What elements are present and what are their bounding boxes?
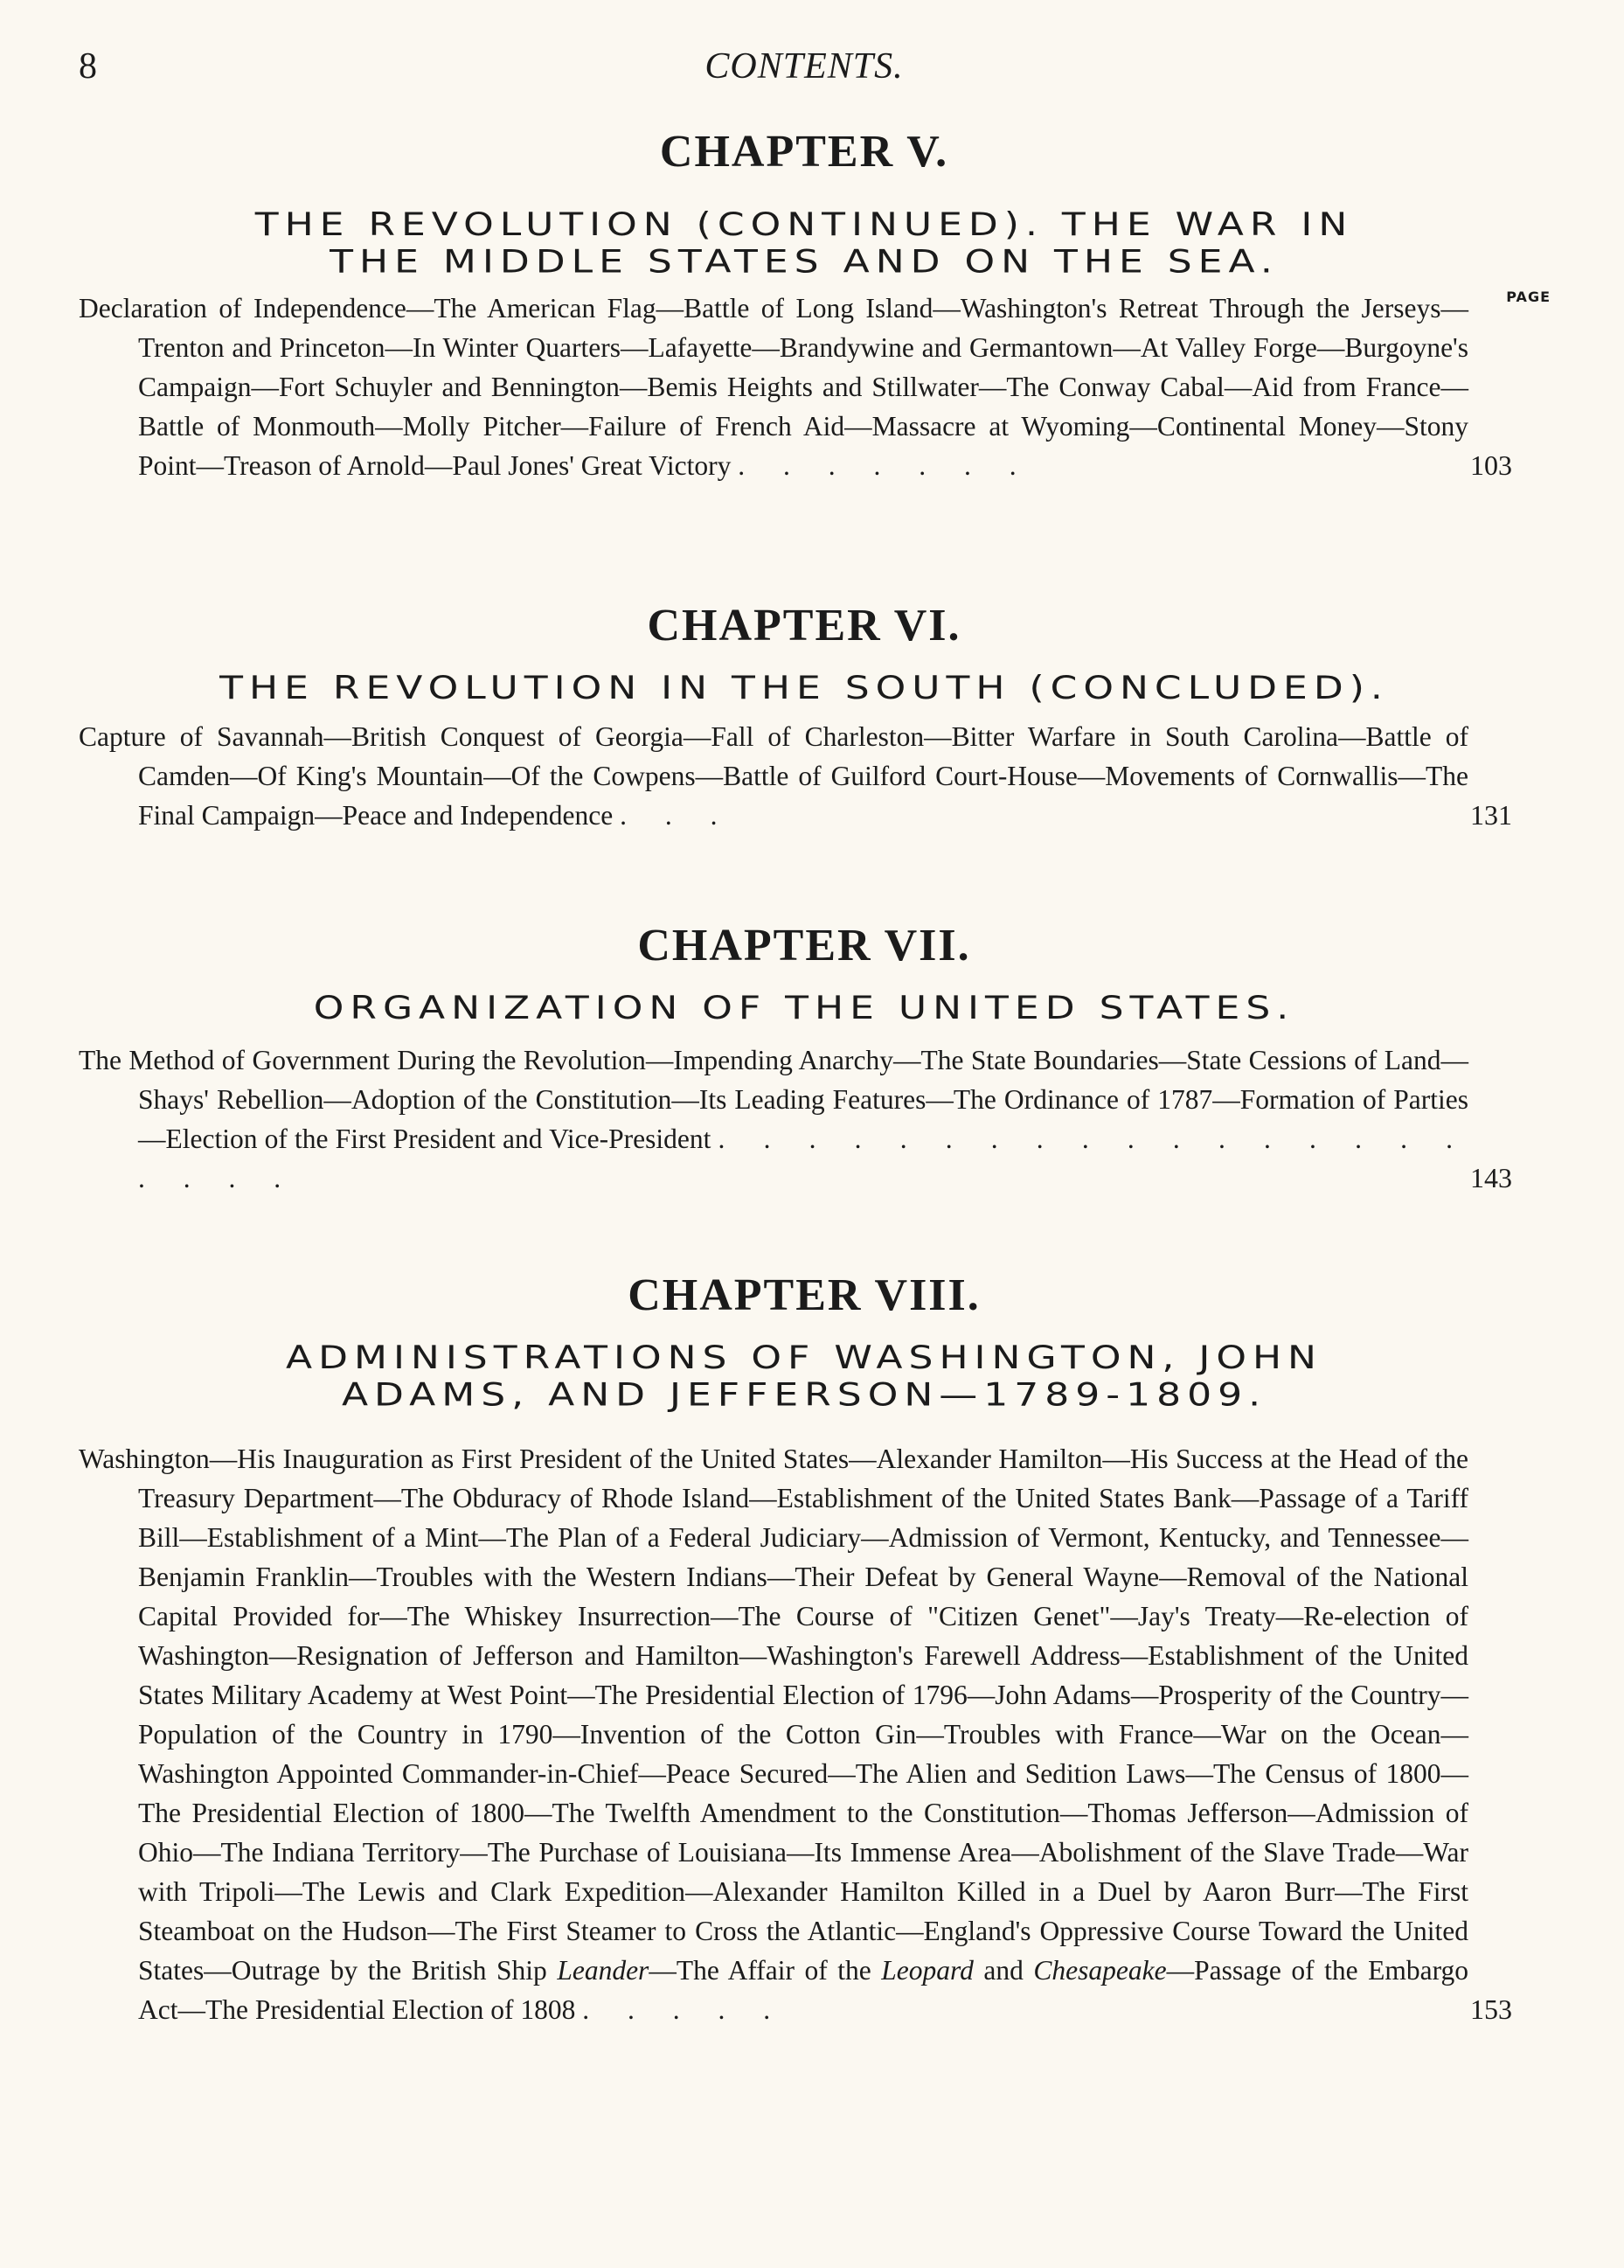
summary-text: Washington—His Inauguration as First President of the United States—Alexander Hamilton—His Success at the Head of the Treasury Department—The Obduracy of Rhode Island—Establishment of the United States Bank—Passage of a Tariff Bill—Establishment of a Mint—The Plan of a Federal Judiciary—Admission of Vermont, Kentucky, and Tennessee—Benjamin Franklin—Troubles with the Western Indians—Their Defeat by General Wayne—Removal of the National Capital Provided for—The Whiskey Insurrection—The Course of "Citizen Genet"—Jay's Treaty—Re-election of Washington—Resignation of Jefferson and Hamilton—Washington's Farewell Address—Establishment of the United States Military Academy at West Point—The Presidential Election of 1796—John Adams—Prosperity of the Country—Population of the Country in 1790—Invention of the Cotton Gin—Troubles with France—War on the Ocean—Washington Appointed Commander-in-Chief—Peace Secured—The Alien and Sedition Laws—The Census of 1800—The Presidential Election of 1800—The Twelfth Amendment to the Constitution—Thomas Jefferson—Admission of Ohio—The Indiana Territory—The Purchase of Louisiana—Its Immense Area—Abolishment of the Slave Trade—War with Tripoli—The Lewis and Clark Expedition—Alexander Hamilton Killed in a Duel by Aaron Burr—The First Steamboat on the Hudson—The First Steamer to Cross the Atlantic—England's Oppressive Course Toward the United States—Outrage by the British Ship <box>79 1444 1468 1986</box>
summary-text: Declaration of Independence—The American Flag—Battle of Long Island—Washington's Retreat Through the Jerseys—Trenton and Princeton—In Winter Quarters—Lafayette—Brandywine and Germantown—At Valley Forge—Burgoyne's Campaign—Fort Schuyler and Bennington—Bemis Heights and Stillwater—The Conway Cabal—Aid from France—Battle of Monmouth—Molly Pitcher—Failure of French Aid—Massacre at Wyoming—Continental Money—Stony Point—Treason of Arnold—Paul Jones' Great Victory <box>79 293 1468 481</box>
chapter-number: CHAPTER VI. <box>647 601 961 650</box>
page-number: 8 <box>79 46 97 87</box>
chapter-summary: The Method of Government During the Revolution—Impending Anarchy—The State Boundaries—State Cessions of Land—Shays' Rebellion—Adoption of the Constitution—Its Leading Features—The Ordinance of 1787—Formation of Parties—Election of the First President and Vice-President . . . . . . . . . . . . . . . . . . . . . 143 <box>79 1045 1512 1193</box>
ship-name: Chesapeake <box>1033 1955 1167 1986</box>
chapter-title-line: ORGANIZATION OF THE UNITED STATES. <box>313 990 1295 1026</box>
summary-text: Capture of Savannah—British Conquest of Georgia—Fall of Charleston—Bitter Warfare in South Carolina—Battle of Camden—Of King's Mountain—Of the Cowpens—Battle of Guilford Court-House—Movements of Cornwallis—The Final Campaign—Peace and Independence <box>79 721 1468 831</box>
summary-text: and <box>973 1955 1034 1986</box>
chapter-title <box>79 990 1530 1027</box>
chapter-number: CHAPTER VII. <box>637 921 971 971</box>
dot-leader: . . . . . . . <box>738 450 1032 481</box>
summary-text: The Method of Government During the Revolution—Impending Anarchy—The State Boundaries—State Cessions of Land—Shays' Rebellion—Adoption of the Constitution—Its Leading Features—The Ordinance of 1787—Formation of Parties—Election of the First President and Vice-President <box>79 1045 1468 1154</box>
summary-text: —Passage of the Embargo Act—The Presidential Election of 1808 <box>138 1955 1469 2025</box>
chapter-title-line: ADMINISTRATIONS OF WASHINGTON, JOHN <box>286 1339 1322 1376</box>
page-column-label: PAGE <box>1506 289 1551 305</box>
dot-leader: . . . . . <box>582 1994 787 2025</box>
ship-name: Leander <box>557 1955 649 1986</box>
summary-text: —The Affair of the <box>649 1955 882 1986</box>
dot-leader: . . . . . . . . . . . . . . . . . . . . . <box>138 1124 1469 1193</box>
chapter-number: CHAPTER V. <box>659 127 949 177</box>
chapter-5 <box>79 124 1551 513</box>
chapter-title <box>79 1339 1530 1414</box>
chapter-title <box>79 670 1530 707</box>
chapter-summary: Declaration of Independence—The American Flag—Battle of Long Island—Washington's Retreat Through the Jerseys—Trenton and Princeton—In Winter Quarters—Lafayette—Brandywine and Germantown—At Valley Forge—Burgoyne's Campaign—Fort Schuyler and Bennington—Bemis Heights and Stillwater—The Conway Cabal—Aid from France—Battle of Monmouth—Molly Pitcher—Failure of French Aid—Massacre at Wyoming—Continental Money—Stony Point—Treason of Arnold—Paul Jones' Great Victory . . . . . . . 103 <box>79 293 1512 481</box>
dot-leader: . . . <box>620 800 733 831</box>
chapter-7 <box>79 918 1530 1226</box>
chapter-title <box>79 206 1530 281</box>
ship-name: Leopard <box>881 1955 974 1986</box>
chapter-title-line: THE REVOLUTION (CONTINUED). THE WAR IN <box>254 206 1354 243</box>
chapter-summary: Washington—His Inauguration as First President of the United States—Alexander Hamilton—His Success at the Head of the Treasury Department—The Obduracy of Rhode Island—Establishment of the United States Bank—Passage of a Tariff Bill—Establishment of a Mint—The Plan of a Federal Judiciary—Admission of Vermont, Kentucky, and Tennessee—Benjamin Franklin—Troubles with the Western Indians—Their Defeat by General Wayne—Removal of the National Capital Provided for—The Whiskey Insurrection—The Course of "Citizen Genet"—Jay's Treaty—Re-election of Washington—Resignation of Jefferson and Hamilton—Washington's Farewell Address—Establishment of the United States Military Academy at West Point—The Presidential Election of 1796—John Adams—Prosperity of the Country—Population of the Country in 1790—Invention of the Cotton Gin—Troubles with France—War on the Ocean—Washington Appointed Commander-in-Chief—Peace Secured—The Alien and Sedition Laws—The Census of 1800—The Presidential Election of 1800—The Twelfth Amendment to the Constitution—Thomas Jefferson—Admission of Ohio—The Indiana Territory—The Purchase of Louisiana—Its Immense Area—Abolishment of the Slave Trade—War with Tripoli—The Lewis and Clark Expedition—Alexander Hamilton Killed in a Duel by Aaron Burr—The First Steamboat on the Hudson—The First Steamer to Cross the Atlantic—England's Oppressive Course Toward the United States—Outrage by the British Ship Leander—The Affair of the Leopard and Chesapeake—Passage of the Embargo Act—The Presidential Election of 1808 . . . . . 153 <box>79 1444 1512 2025</box>
chapter-8 <box>79 1268 1530 2057</box>
chapter-6 <box>79 598 1530 863</box>
chapter-title-line: THE REVOLUTION IN THE SOUTH (CONCLUDED). <box>219 670 1389 706</box>
chapter-summary: Capture of Savannah—British Conquest of Georgia—Fall of Charleston—Bitter Warfare in South Carolina—Battle of Camden—Of King's Mountain—Of the Cowpens—Battle of Guilford Court-House—Movements of Cornwallis—The Final Campaign—Peace and Independence . . . 131 <box>79 721 1512 831</box>
running-head <box>79 45 1530 98</box>
chapter-number: CHAPTER VIII. <box>628 1270 981 1320</box>
running-title: CONTENTS. <box>704 46 904 87</box>
chapter-title-line: THE MIDDLE STATES AND ON THE SEA. <box>330 243 1279 281</box>
chapter-title-line: ADAMS, AND JEFFERSON—1789-1809. <box>341 1376 1267 1414</box>
